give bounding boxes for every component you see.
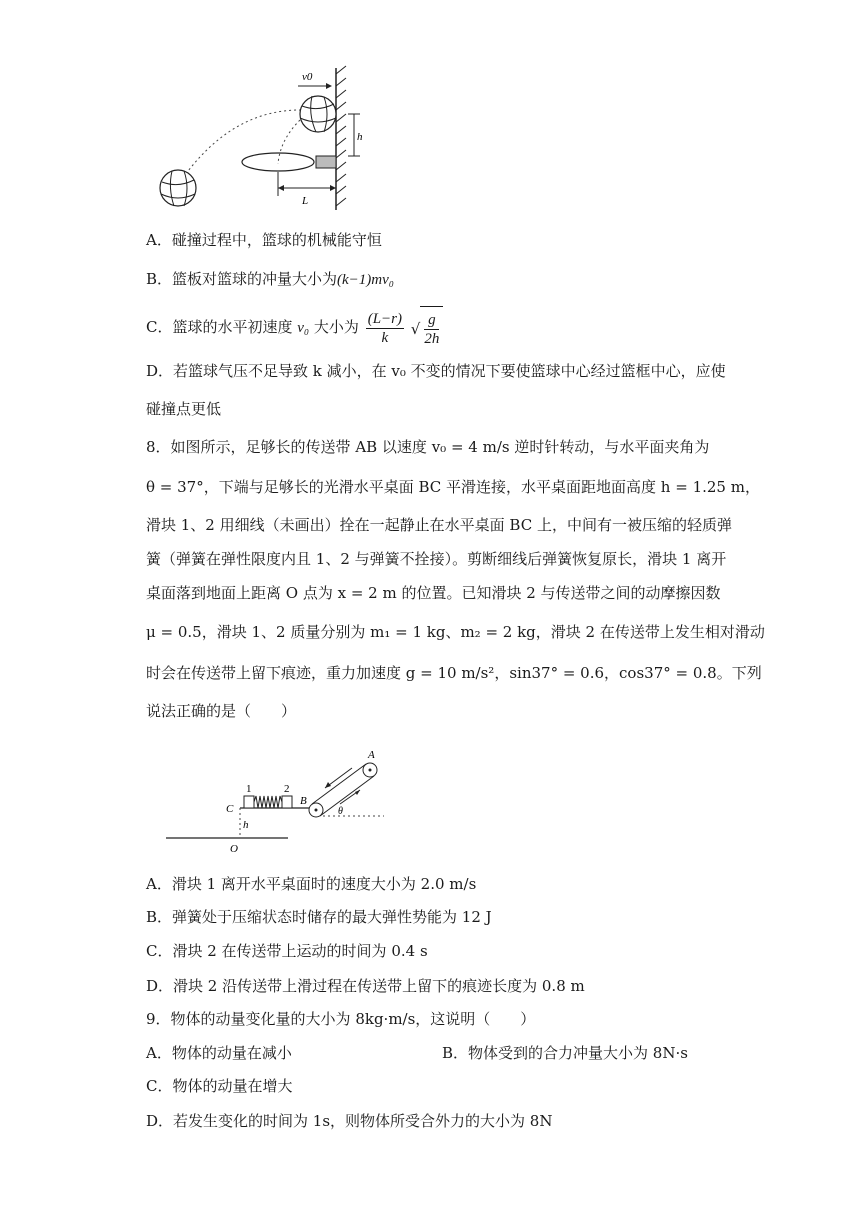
q7-option-c-fraction: [366, 310, 404, 347]
q9-option-b: B．物体受到的合力冲量大小为 8N·s: [442, 1044, 688, 1062]
C-label: C: [226, 803, 234, 815]
q8-option-b: B．弹簧处于压缩状态时储存的最大弹性势能为 12 J: [146, 908, 492, 926]
q8-stem-line3: 滑块 1、2 用细线（未画出）拴在一起静止在水平桌面 BC 上，中间有一被压缩的轻质弹: [146, 516, 732, 534]
q7-option-b-prefix: B．篮板对篮球的冲量大小为: [146, 270, 338, 288]
q8-stem-line1: 8．如图所示，足够长的传送带 AB 以速度 v₀ = 4 m/s 逆时针转动，与水平面夹角为: [146, 438, 710, 456]
conveyor-figure: [160, 740, 400, 860]
q7-option-c: [146, 305, 443, 349]
q9-option-a: A．物体的动量在减小: [146, 1044, 292, 1062]
q8-option-d: D．滑块 2 沿传送带上滑过程在传送带上留下的痕迹长度为 0.8 m: [146, 977, 585, 995]
q8-option-a: A．滑块 1 离开水平桌面时的速度大小为 2.0 m/s: [146, 875, 477, 893]
q8-stem-line5: 桌面落到地面上距离 O 点为 x = 2 m 的位置。已知滑块 2 与传送带之间的动摩擦因数: [146, 584, 721, 602]
O-label: O: [230, 843, 238, 855]
h-label: h: [357, 131, 363, 143]
q7-option-d-line2: 碰撞点更低: [146, 400, 222, 418]
q7-option-b: [146, 268, 394, 291]
q8-stem-line4: 簧（弹簧在弹性限度内且 1、2 与弹簧不拴接）。剪断细线后弹簧恢复原长，滑块 1 离开: [146, 550, 727, 568]
h-label-2: h: [243, 819, 249, 831]
theta-label: θ: [338, 806, 343, 817]
q8-option-c: C．滑块 2 在传送带上运动的时间为 0.4 s: [146, 942, 428, 960]
block-1-label: 1: [246, 783, 252, 795]
basketball-figure: [150, 60, 370, 220]
q8-stem-line6: μ = 0.5，滑块 1、2 质量分别为 m₁ = 1 kg、m₂ = 2 kg，滑块 2 在传送带上发生相对滑动: [146, 623, 765, 641]
fraction-numerator: (L−r): [367, 310, 403, 327]
fraction-denominator: k: [381, 329, 389, 346]
q7-option-b-expr: (k−1)mv₀: [337, 272, 395, 288]
q7-option-d-line1: D．若篮球气压不足导致 k 减小，在 v₀ 不变的情况下要使篮球中心经过篮框中心，应使: [146, 362, 726, 380]
sqrt-fraction: [424, 311, 439, 348]
L-label: L: [302, 195, 309, 207]
v0-label: v0: [302, 71, 313, 83]
q9-option-d: D．若发生变化的时间为 1s，则物体所受合外力的大小为 8N: [146, 1112, 553, 1130]
q9-stem: 9．物体的动量变化量的大小为 8kg·m/s，这说明（ ）: [146, 1010, 536, 1028]
sqrt-numerator: g: [424, 311, 439, 330]
q7-option-c-var: v₀: [297, 320, 310, 336]
q7-option-a: A．碰撞过程中，篮球的机械能守恒: [146, 231, 382, 249]
q7-option-c-prefix: C．篮球的水平初速度: [146, 318, 293, 336]
A-label: A: [368, 749, 375, 761]
sqrt-expression: √ $\frac{g}{2h}$: [411, 306, 444, 351]
q8-stem-line2: θ = 37°，下端与足够长的光滑水平桌面 BC 平滑连接，水平桌面距地面高度 h = 1.25 m，: [146, 478, 760, 496]
q7-option-c-mid: 大小为: [313, 318, 359, 336]
q9-option-c: C．物体的动量在增大: [146, 1077, 293, 1095]
q8-stem-line8: 说法正确的是（ ）: [146, 702, 297, 720]
block-2-label: 2: [284, 783, 290, 795]
sqrt-denominator: 2h: [424, 331, 440, 347]
q8-stem-line7: 时会在传送带上留下痕迹，重力加速度 g = 10 m/s²，sin37° = 0.6，cos37° = 0.8。下列: [146, 664, 762, 682]
B-label: B: [300, 795, 307, 807]
